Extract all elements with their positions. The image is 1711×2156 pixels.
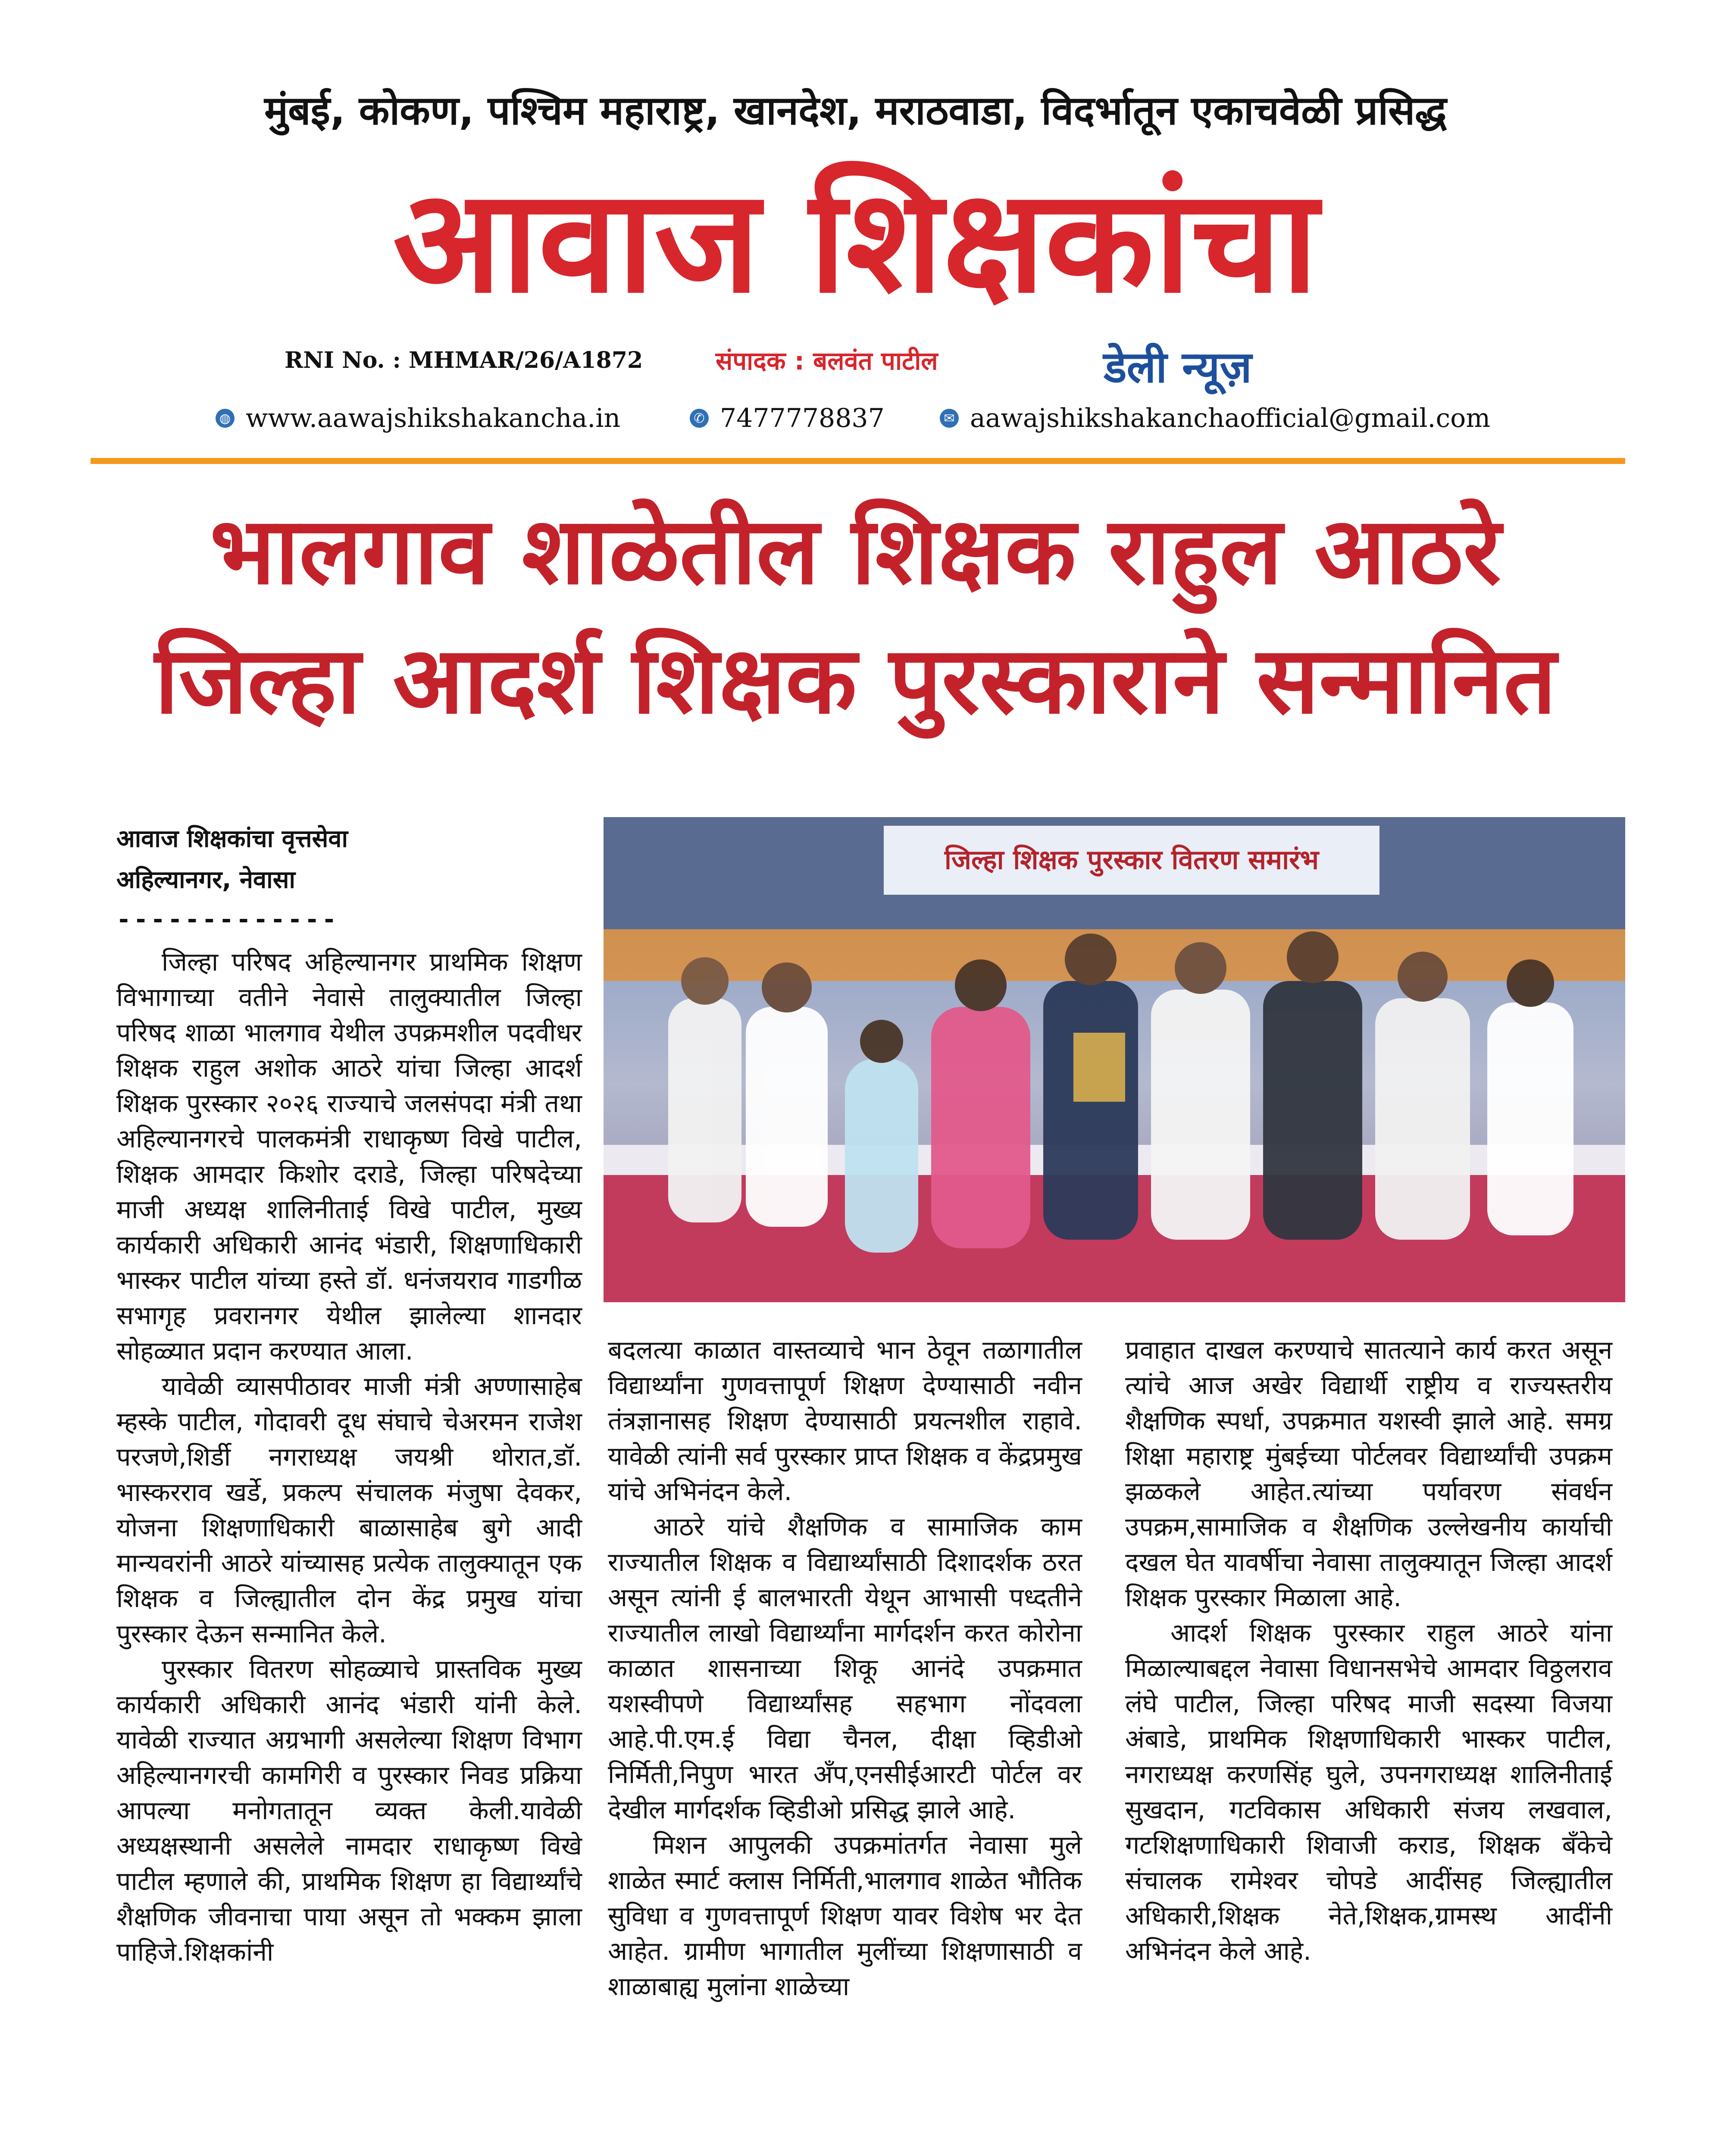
column-3-paragraph: प्रवाहात दाखल करण्याचे सातत्याने कार्य करत असून त्यांचे आज अखेर विद्यार्थी राष्ट्रीय व राज्यस्तरीय शैक्षणिक स्पर्धा, उपक्रमात यशस्वी झाले आहे. समग्र शिक्षा महाराष्ट्र मुंबईच्या पोर्टलवर विद्यार्थ्यांची उपक्रम झळकले आहेत.त्यांच्या पर्यावरण संवर्धन उपक्रम,सामाजिक व शैक्षणिक उल्लेखनीय कार्याची दखल घेत यावर्षीचा नेवासा तालुक्यातून जिल्हा आदर्श शिक्षक पुरस्कार मिळाला आहे. (1125, 1335, 1612, 1612)
article-column-1 (116, 944, 582, 1970)
news-source: आवाज शिक्षकांचा वृत्तसेवा (116, 825, 348, 853)
globe-icon: ◍ (216, 409, 235, 428)
rni-number: RNI No. : MHMAR/26/A1872 (285, 347, 643, 373)
headline-line-1: भालगाव शाळेतील शिक्षक राहुल आठरे (210, 497, 1501, 605)
dateline: अहिल्यानगर, नेवासा (116, 866, 295, 894)
column-3-paragraph: आदर्श शिक्षक पुरस्कार राहुल आठरे यांना मिळाल्याबद्दल नेवासा विधानसभेचे आमदार विठ्ठलराव लंघे पाटील, जिल्हा परिषद माजी सदस्या विजया अंबाडे, प्राथमिक शिक्षणाधिकारी भास्कर पाटील, नगराध्यक्ष करणसिंह घुले, उपनगराध्यक्ष शालिनीताई सुखदान, गटविकास अधिकारी संजय लखवाल, गटशिक्षणाधिकारी शिवाजी कराड, शिक्षक बँकेचे संचालक रामेश्वर चोपडे आदींसह जिल्ह्यातील अधिकारी,शिक्षक नेते,शिक्षक,ग्रामस्थ आदींनी अभिनंदन केले आहे. (1125, 1618, 1612, 1966)
photo-banner-text: जिल्हा शिक्षक पुरस्कार वितरण समारंभ (944, 844, 1319, 875)
article-column-2 (608, 1332, 1082, 2004)
website-contact[interactable] (216, 403, 620, 433)
column-1-paragraph: पुरस्कार वितरण सोहळ्याचे प्रास्तविक मुख्य कार्यकारी अधिकारी आनंद भंडारी यांनी केले. यावेळी राज्यात अग्रभागी असलेल्या शिक्षण विभाग अहिल्यानगरची कामगिरी व पुरस्कार निवड प्रक्रिया आपल्या मनोगतातून व्यक्त केली.यावेळी अध्यक्षस्थानी असलेले नामदार राधाकृष्ण विखे पाटील म्हणाले की, प्राथमिक शिक्षण हा विद्यार्थ्यांचे शैक्षणिक जीवनाचा पाया असून तो भक्कम झाला पाहिजे.शिक्षकांनी (116, 1654, 582, 1967)
email-contact[interactable] (940, 403, 1490, 433)
headline-line-2: जिल्हा आदर्श शिक्षक पुरस्काराने सन्मानित (154, 626, 1557, 734)
article-column-3 (1125, 1332, 1612, 1969)
mail-icon: ✉ (940, 409, 959, 428)
header-divider (91, 458, 1625, 464)
email-text: aawajshikshakanchaofficial@gmail.com (970, 403, 1491, 433)
editor-name: संपादक : बलवंत पाटील (716, 346, 938, 376)
tagline: मुंबई, कोकण, पश्चिम महाराष्ट्र, खानदेश, मराठवाडा, विदर्भातून एकाचवेळी प्रसिद्ध (264, 88, 1447, 134)
column-2-paragraph: आठरे यांचे शैक्षणिक व सामाजिक काम राज्यातील शिक्षक व विद्यार्थ्यांसाठी दिशादर्शक ठरत असून त्यांनी ई बालभारती येथून आभासी पध्दतीने राज्यातील लाखो विद्यार्थ्यांना मार्गदर्शन करत कोरोना काळात शासनाच्या शिकू आनंदे उपक्रमात यशस्वीपणे विद्यार्थ्यांसह सहभाग नोंदवला आहे.पी.एम.ई विद्या चैनल, दीक्षा व्हिडीओ निर्मिती,निपुण भारत अँप,एनसीईआरटी पोर्टल वर देखील मार्गदर्शक व्हिडीओ प्रसिद्ध झाले आहे. (608, 1512, 1082, 1824)
phone-text: 7477778837 (720, 403, 885, 433)
phone-contact[interactable] (690, 403, 885, 433)
website-text: www.aawajshikshakancha.in (246, 403, 621, 433)
column-2-paragraph: बदलत्या काळात वास्तव्याचे भान ठेवून तळागातील विद्यार्थ्यांना गुणवत्तापूर्ण शिक्षण देण्यासाठी नवीन तंत्रज्ञानासह शिक्षण देण्यासाठी प्रयत्नशील राहावे. यावेळी त्यांनी सर्व पुरस्कार प्राप्त शिक्षक व केंद्रप्रमुख यांचे अभिनंदन केले. (608, 1335, 1082, 1506)
byline-separator: ------------- (116, 906, 339, 934)
phone-icon: ✆ (690, 409, 709, 428)
column-2-paragraph: मिशन आपुलकी उपक्रमांतर्गत नेवासा मुले शाळेत स्मार्ट क्लास निर्मिती,भालगाव शाळेत भौतिक सुविधा व गुणवत्तापूर्ण शिक्षण यावर विशेष भर देत आहेत. ग्रामीण भागातील मुलींच्या शिक्षणासाठी व शाळाबाह्य मुलांना शाळेच्या (608, 1830, 1082, 2001)
masthead-title: आवाज शिक्षकांचा (393, 159, 1318, 324)
award-ceremony-photo (604, 817, 1625, 1302)
daily-news-label: डेली न्यूज़ (1104, 342, 1252, 392)
column-1-paragraph: जिल्हा परिषद अहिल्यानगर प्राथमिक शिक्षण विभागाच्या वतीने नेवासे तालुक्यातील जिल्हा परिषद शाळा भालगाव येथील उपक्रमशील पदवीधर शिक्षक राहुल अशोक आठरे यांचा जिल्हा आदर्श शिक्षक पुरस्कार २०२६ राज्याचे जलसंपदा मंत्री तथा अहिल्यानगरचे पालकमंत्री राधाकृष्ण विखे पाटील, शिक्षक आमदार किशोर दराडे, जिल्हा परिषदेच्या माजी अध्यक्ष शालिनीताई विखे पाटील, मुख्य कार्यकारी अधिकारी आनंद भंडारी, शिक्षणाधिकारी भास्कर पाटील यांच्या हस्ते डॉ. धनंजयराव गाडगीळ सभागृह प्रवरानगर येथील झालेल्या शानदार सोहळ्यात प्रदान करण्यात आला. (116, 947, 582, 1366)
column-1-paragraph: यावेळी व्यासपीठावर माजी मंत्री अण्णासाहेब म्हस्के पाटील, गोदावरी दूध संघाचे चेअरमन राजेश परजणे,शिर्डी नगराध्यक्ष जयश्री थोरात,डॉ. भास्करराव खर्डे, प्रकल्प संचालक मंजुषा देवकर, योजना शिक्षणाधिकारी बाळासाहेब बुगे आदी मान्यवरांनी आठरे यांच्यासह प्रत्येक तालुक्यातून एक शिक्षक व जिल्ह्यातील दोन केंद्र प्रमुख यांचा पुरस्कार देऊन सन्मानित केले. (116, 1371, 582, 1648)
